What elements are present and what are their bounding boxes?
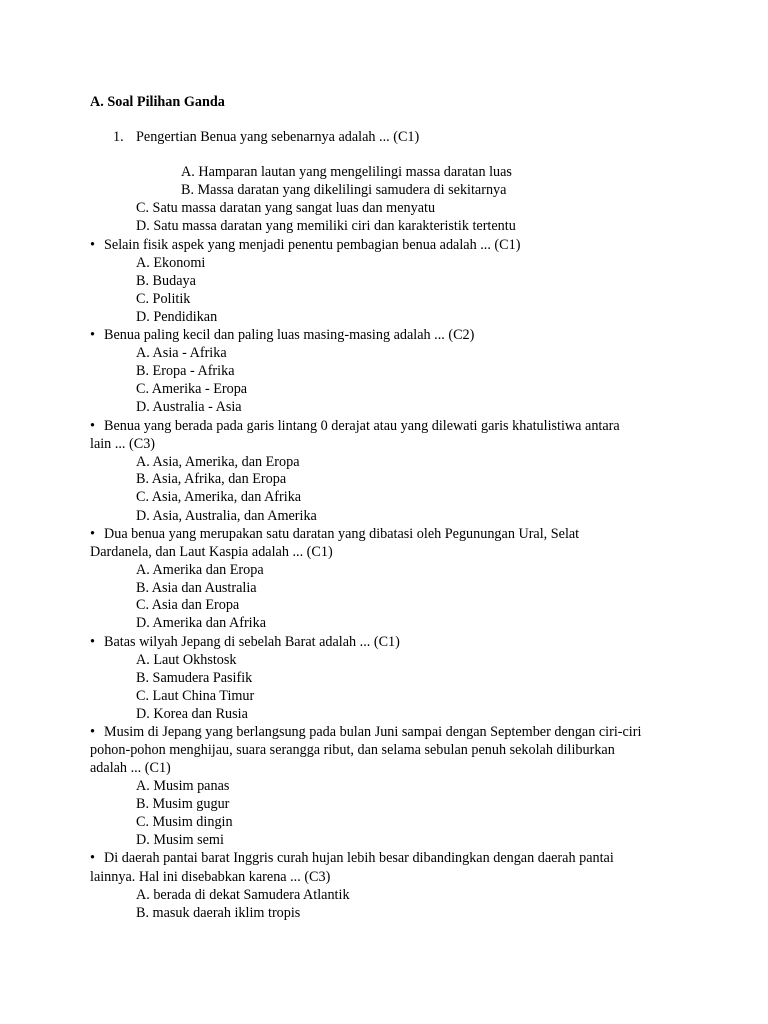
option-item: D. Satu massa daratan yang memiliki ciri dan karakteristik tertentu [136,218,516,234]
option-item: C. Laut China Timur [136,688,255,704]
option-item: A. Amerika dan Eropa [136,562,264,578]
option-item: D. Australia - Asia [136,399,242,415]
section-title: A. Soal Pilihan Ganda [90,94,225,110]
question-text: pohon-pohon menghijau, suara serangga ribut, dan selama sebulan penuh sekolah diliburkan [90,742,615,758]
question-text: • Selain fisik aspek yang menjadi penentu pembagian benua adalah ... (C1) [104,236,520,254]
option-item: A. Asia - Afrika [136,345,227,361]
option-item: D. Musim semi [136,832,224,848]
option-item: C. Amerika - Eropa [136,381,248,397]
question-number: 1. [113,129,124,145]
question-text: Dardanela, dan Laut Kaspia adalah ... (C1) [90,544,333,560]
option-item: D. Amerika dan Afrika [136,615,267,631]
option-item: B. Musim gugur [136,796,230,812]
option-item: B. Asia dan Australia [136,580,257,596]
option-item: C. Asia, Amerika, dan Afrika [136,489,302,505]
question-text: • Benua yang berada pada garis lintang 0 derajat atau yang dilewati garis khatulistiwa antara [104,417,620,435]
option-item: A. Hamparan lautan yang mengelilingi massa daratan luas [181,164,512,180]
option-item: D. Pendidikan [136,309,218,325]
option-item: A. Asia, Amerika, dan Eropa [136,454,300,470]
option-item: B. Asia, Afrika, dan Eropa [136,471,287,487]
option-item: B. Budaya [136,273,196,289]
option-item: B. Massa daratan yang dikelilingi samudera di sekitarnya [181,182,507,198]
option-item: B. Eropa - Afrika [136,363,235,379]
option-item: A. Ekonomi [136,255,206,271]
question-text: • Dua benua yang merupakan satu daratan yang dibatasi oleh Pegunungan Ural, Selat [104,525,579,543]
option-item: C. Asia dan Eropa [136,597,240,613]
question-text: lainnya. Hal ini disebabkan karena ... (C3) [90,869,331,885]
option-item: D. Asia, Australia, dan Amerika [136,508,317,524]
option-item: B. Samudera Pasifik [136,670,253,686]
question-text: • Benua paling kecil dan paling luas masing-masing adalah ... (C2) [104,326,474,344]
option-item: C. Musim dingin [136,814,233,830]
option-item: A. berada di dekat Samudera Atlantik [136,887,350,903]
question-text: lain ... (C3) [90,436,156,452]
option-item: C. Politik [136,291,191,307]
question-text: • Batas wilyah Jepang di sebelah Barat adalah ... (C1) [104,633,400,651]
option-item: D. Korea dan Rusia [136,706,248,722]
option-item: B. masuk daerah iklim tropis [136,905,301,921]
option-item: A. Laut Okhstosk [136,652,237,668]
question-text: • Musim di Jepang yang berlangsung pada bulan Juni sampai dengan September dengan ciri-ciri [104,723,641,741]
option-item: C. Satu massa daratan yang sangat luas dan menyatu [136,200,436,216]
question-text: • Di daerah pantai barat Inggris curah hujan lebih besar dibandingkan dengan daerah pantai [104,849,614,867]
question-text: Pengertian Benua yang sebenarnya adalah ... (C1) [136,129,420,145]
option-item: A. Musim panas [136,778,230,794]
question-text: adalah ... (C1) [90,760,171,776]
